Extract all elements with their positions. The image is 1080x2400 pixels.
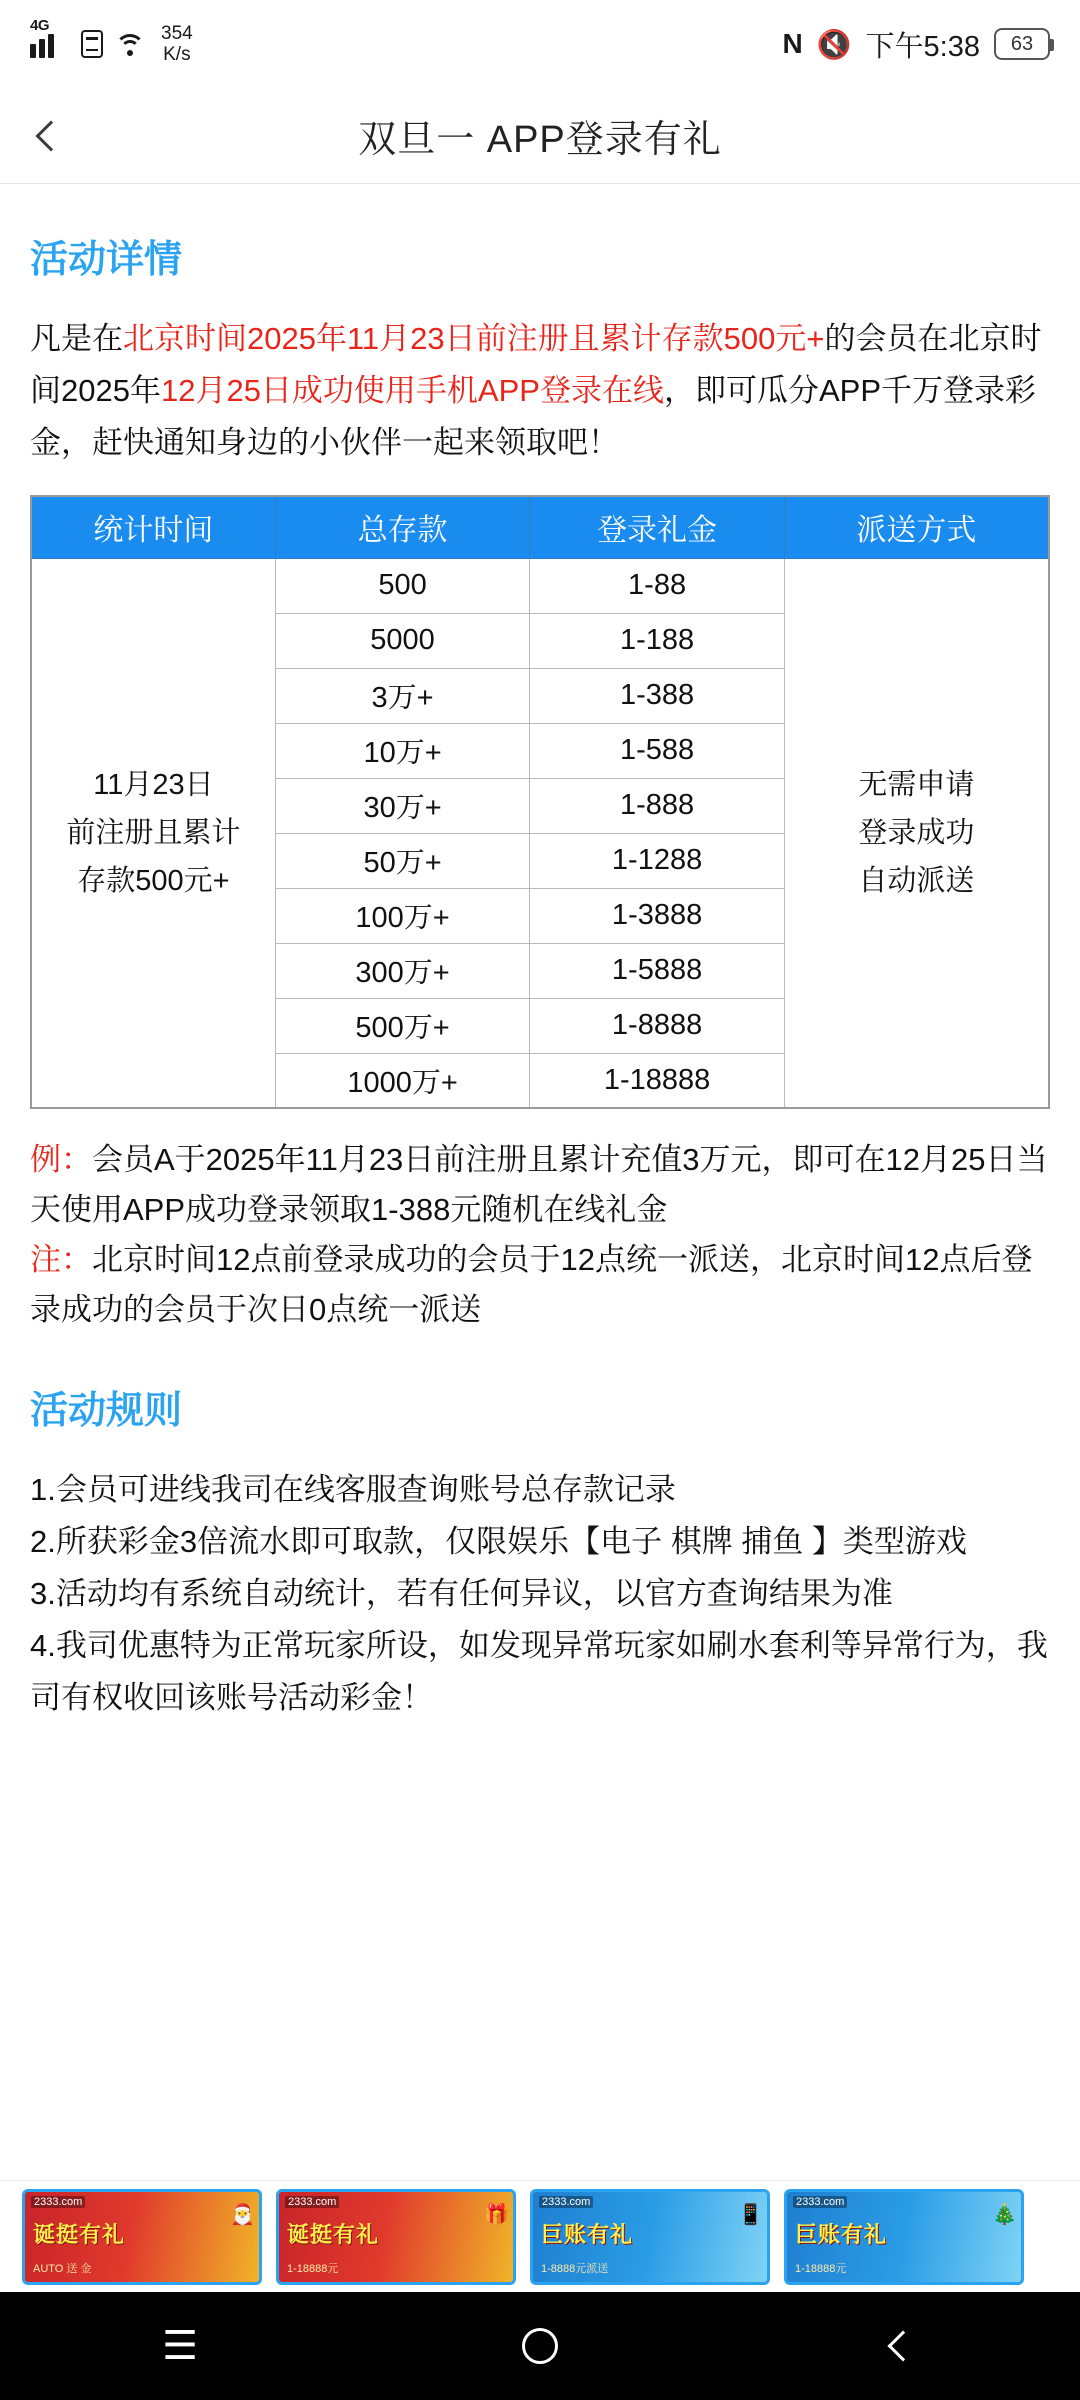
intro-highlight-2: 12月25日成功使用手机APP登录在线 — [160, 373, 664, 408]
rule-item: 4.我司优惠特为正常玩家所设，如发现异常玩家如刷水套利等异常行为，我司有权收回该账号活动彩金！ — [30, 1628, 1048, 1715]
battery-indicator: 63 — [994, 28, 1050, 60]
intro-text-3: ，即可瓜分APP千万登录彩金，赶快通知身边的小伙伴一起来领取吧！ — [30, 373, 1036, 460]
rules-list — [30, 1464, 1050, 1724]
menu-icon: ☰ — [162, 2324, 198, 2368]
table-cell-bonus: 1-8888 — [530, 998, 785, 1053]
status-right-group — [782, 24, 1050, 65]
activity-rules-heading: 活动规则 — [30, 1390, 183, 1432]
thumbnail-title: 诞挺有礼 — [287, 2221, 380, 2247]
nav-back-button[interactable] — [810, 2292, 990, 2400]
example-text: 会员A于2025年11月23日前注册且累计充值3万元，即可在12月25日当天使用APP成功登录领取1-388元随机在线礼金 — [30, 1142, 1048, 1227]
delivery-line-1: 无需申请 — [858, 768, 975, 801]
intro-text-2: 的会员在北京时间2025年 — [30, 321, 1042, 408]
table-cell-deposit: 5000 — [275, 613, 530, 668]
table-cell-deposit: 500 — [275, 558, 530, 613]
promo-thumbnail[interactable] — [276, 2189, 516, 2285]
nav-home-button[interactable] — [450, 2292, 630, 2400]
thumbnail-subtitle: 1-18888元 — [795, 2262, 847, 2275]
table-cell-bonus: 1-388 — [530, 668, 785, 723]
back-button[interactable] — [0, 88, 96, 184]
thumbnail-subtitle: AUTO 送 金 — [33, 2262, 92, 2275]
signal-strength-icon — [30, 17, 63, 58]
rule-item: 3.活动均有系统自动统计，若有任何异议，以官方查询结果为准 — [30, 1576, 893, 1611]
page-title: 双旦一 APP登录有礼 — [358, 119, 722, 161]
example-label: 例： — [30, 1142, 92, 1177]
table-header-row — [31, 496, 1049, 558]
delivery-line-2: 登录成功 — [858, 816, 975, 849]
delivery-line-3: 自动派送 — [858, 864, 975, 897]
table-cell-deposit: 50万+ — [275, 833, 530, 888]
back-icon — [887, 2330, 918, 2361]
mute-icon: 🔇 — [816, 28, 852, 60]
table-row — [31, 558, 1049, 613]
activity-details-heading: 活动详情 — [30, 239, 183, 281]
table-header-bonus: 登录礼金 — [530, 496, 785, 558]
promo-thumbnail-strip[interactable] — [0, 2180, 1080, 2292]
intro-paragraph — [30, 313, 1050, 469]
table-cell-bonus: 1-18888 — [530, 1053, 785, 1108]
period-line-1: 11月23日 — [93, 768, 214, 801]
intro-highlight-1: 北京时间2025年11月23日前注册且累计存款500元+ — [123, 321, 825, 356]
network-speed-value: 354 — [161, 23, 193, 44]
status-clock: 下午5:38 — [865, 30, 980, 63]
nav-recents-button[interactable] — [90, 2292, 270, 2400]
sim-card-icon — [81, 30, 103, 58]
tree-icon: 🎄 — [992, 2203, 1017, 2226]
thumbnail-brand: 2333.com — [793, 2196, 847, 2208]
thumbnail-brand: 2333.com — [539, 2196, 593, 2208]
reward-table — [30, 495, 1050, 1109]
table-cell-deposit: 100万+ — [275, 888, 530, 943]
status-bar — [0, 0, 1080, 88]
table-cell-deposit: 1000万+ — [275, 1053, 530, 1108]
santa-icon: 🎅 — [230, 2203, 255, 2226]
period-line-2: 前注册且累计 — [66, 816, 241, 849]
thumbnail-title: 诞挺有礼 — [33, 2221, 126, 2247]
rule-item: 2.所获彩金3倍流水即可取款，仅限娱乐【电子 棋牌 捕鱼 】类型游戏 — [30, 1524, 967, 1559]
table-cell-period — [31, 558, 275, 1108]
rule-item: 1.会员可进线我司在线客服查询账号总存款记录 — [30, 1472, 676, 1507]
table-header-period: 统计时间 — [31, 496, 275, 558]
wifi-icon — [115, 32, 145, 56]
table-cell-bonus: 1-888 — [530, 778, 785, 833]
nfc-icon: N — [782, 28, 803, 59]
table-cell-deposit: 500万+ — [275, 998, 530, 1053]
promo-thumbnail[interactable] — [22, 2189, 262, 2285]
phone-icon: 📱 — [738, 2203, 763, 2226]
table-cell-delivery — [784, 558, 1049, 1108]
table-header-deposit: 总存款 — [275, 496, 530, 558]
gift-icon: 🎁 — [484, 2203, 509, 2226]
thumbnail-title: 巨账有礼 — [541, 2221, 634, 2247]
system-navigation-bar — [0, 2292, 1080, 2400]
table-cell-bonus: 1-88 — [530, 558, 785, 613]
table-cell-deposit: 300万+ — [275, 943, 530, 998]
table-cell-deposit: 10万+ — [275, 723, 530, 778]
thumbnail-brand: 2333.com — [285, 2196, 339, 2208]
thumbnail-subtitle: 1-18888元 — [287, 2262, 339, 2275]
table-cell-bonus: 1-5888 — [530, 943, 785, 998]
network-speed-indicator — [161, 23, 193, 65]
back-chevron-icon — [35, 120, 66, 151]
table-cell-bonus: 1-3888 — [530, 888, 785, 943]
example-line — [30, 1135, 1050, 1235]
intro-text-1: 凡是在 — [30, 321, 123, 356]
table-cell-deposit: 30万+ — [275, 778, 530, 833]
period-line-3: 存款500元+ — [77, 864, 230, 897]
network-type-label: 4G — [30, 17, 50, 34]
note-text: 北京时间12点前登录成功的会员于12点统一派送，北京时间12点后登录成功的会员于次日0点统一派送 — [30, 1242, 1033, 1327]
table-cell-bonus: 1-1288 — [530, 833, 785, 888]
thumbnail-subtitle: 1-8888元派送 — [541, 2262, 609, 2275]
thumbnail-title: 巨账有礼 — [795, 2221, 888, 2247]
table-cell-bonus: 1-588 — [530, 723, 785, 778]
table-cell-deposit: 3万+ — [275, 668, 530, 723]
table-header-delivery: 派送方式 — [784, 496, 1049, 558]
promo-content — [0, 184, 1080, 2292]
note-label: 注： — [30, 1242, 92, 1277]
table-cell-bonus: 1-188 — [530, 613, 785, 668]
promo-thumbnail[interactable] — [784, 2189, 1024, 2285]
thumbnail-brand: 2333.com — [31, 2196, 85, 2208]
home-icon — [522, 2328, 558, 2364]
app-header — [0, 88, 1080, 184]
network-speed-unit: K/s — [163, 44, 191, 65]
promo-thumbnail[interactable] — [530, 2189, 770, 2285]
note-line — [30, 1235, 1050, 1335]
status-left-group — [30, 17, 193, 65]
